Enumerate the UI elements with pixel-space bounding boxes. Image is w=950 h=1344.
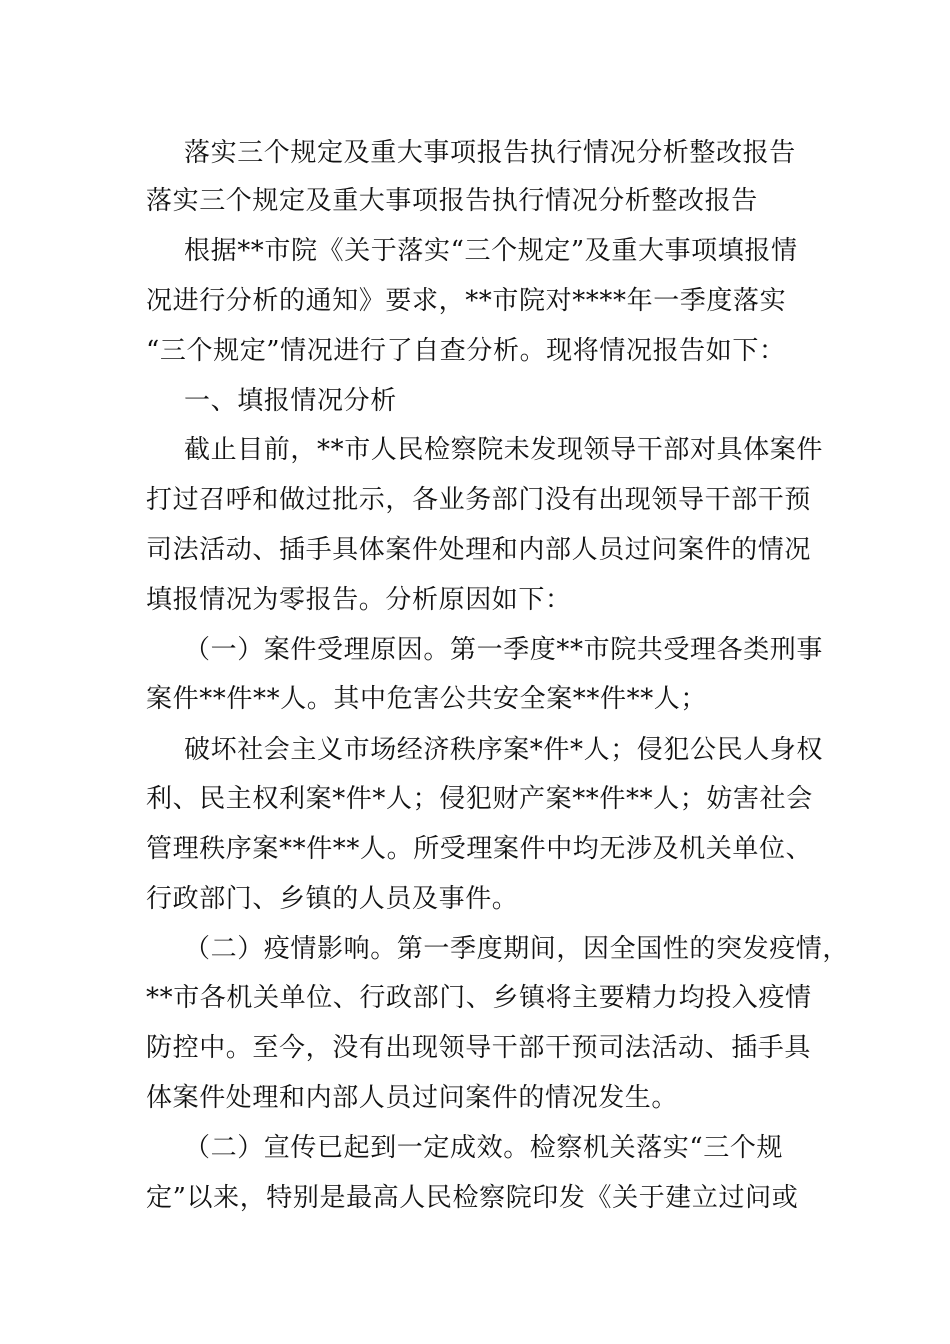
paragraph-line: 况进行分析的通知》要求，**市院对****年一季度落实 bbox=[146, 286, 787, 316]
paragraph-line: 利、民主权利案*件*人；侵犯财产案**件**人；妨害社会 bbox=[146, 784, 813, 814]
paragraph-line: 根据**市院《关于落实“三个规定”及重大事项填报情 bbox=[184, 236, 798, 266]
document-title: 落实三个规定及重大事项报告执行情况分析整改报告 bbox=[184, 138, 796, 168]
paragraph-line: （一）案件受理原因。第一季度**市院共受理各类刑事 bbox=[184, 635, 824, 665]
paragraph-line: 定”以来，特别是最高人民检察院印发《关于建立过问或 bbox=[146, 1183, 799, 1213]
paragraph-line: “三个规定”情况进行了自查分析。现将情况报告如下： bbox=[146, 336, 786, 366]
section-heading: 一、填报情况分析 bbox=[184, 386, 397, 416]
paragraph-line: 破坏社会主义市场经济秩序案*件*人；侵犯公民人身权 bbox=[184, 735, 824, 765]
paragraph-line: 行政部门、乡镇的人员及事件。 bbox=[146, 884, 519, 914]
paragraph-line: 管理秩序案**件**人。所受理案件中均无涉及机关单位、 bbox=[146, 834, 813, 864]
paragraph-line: （二）疫情影响。第一季度期间，因全国性的突发疫情， bbox=[184, 934, 850, 964]
paragraph-line: 案件**件**人。其中危害公共安全案**件**人； bbox=[146, 684, 708, 714]
paragraph-line: 体案件处理和内部人员过问案件的情况发生。 bbox=[146, 1083, 679, 1113]
paragraph-line: 司法活动、插手具体案件处理和内部人员过问案件的情况 bbox=[146, 535, 812, 565]
paragraph-line: （二）宣传已起到一定成效。检察机关落实“三个规 bbox=[184, 1133, 784, 1163]
document-subtitle: 落实三个规定及重大事项报告执行情况分析整改报告 bbox=[146, 186, 758, 216]
paragraph-line: 打过召呼和做过批示，各业务部门没有出现领导干部干预 bbox=[146, 485, 812, 515]
paragraph-line: 填报情况为零报告。分析原因如下： bbox=[146, 585, 572, 615]
paragraph-line: 防控中。至今，没有出现领导干部干预司法活动、插手具 bbox=[146, 1033, 812, 1063]
paragraph-line: **市各机关单位、行政部门、乡镇将主要精力均投入疫情 bbox=[146, 983, 812, 1013]
paragraph-line: 截止目前，**市人民检察院未发现领导干部对具体案件 bbox=[184, 435, 824, 465]
